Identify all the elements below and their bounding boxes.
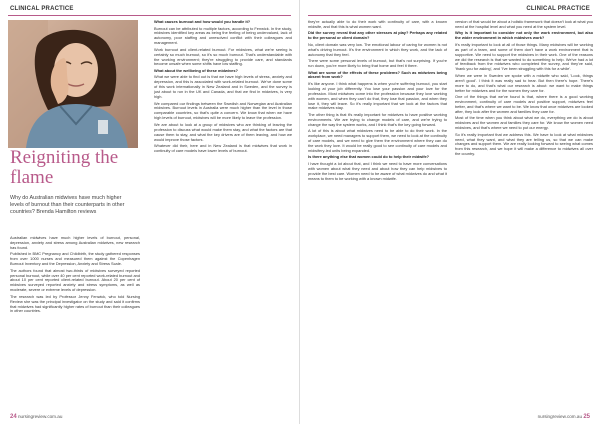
question-heading: What are some of the effects of these problems? Such as midwives being absent from work? [308,69,447,80]
article-standfirst: Why do Australian midwives have much higher levels of burnout than their counterparts in other countries? Brenda Hamilton reviews [10,195,125,215]
question-heading: Why is it important to consider not only the work environment, but also the wider environment in which midwives work? [455,30,593,41]
section-label-right: CLINICAL PRACTICE [526,6,590,12]
page-number: 25 [583,414,590,420]
paragraph: they're actually able to do their work with continuity of care, with a known midwife, and that this is what women want. [308,20,447,29]
article-column-1 [10,236,140,411]
question-heading: What about the wellbeing of these midwives? [154,67,238,73]
paragraph: There were some personal levels of burnout, but that's not surprising. If you're run down, you're more likely to bring that home and feel it there. [308,58,447,69]
paragraph: Whatever did their, here and in New Zealand is that midwives that work in continuity of care models have lower levels of burnout. [154,143,292,153]
question-heading: Is there anything else that women could do to help their midwife? [308,154,430,160]
paragraph: Work burnout and client-related burnout. For midwives, what we're seeing is certainly so much burnout, so it's so much burnout. That's understandable with the working environment; they're struggling to provide care, and standards become unsafe when some shifts have low staffing. [154,46,292,67]
header-rule-left [8,15,291,16]
footer-left [10,414,62,420]
paragraph: The other thing is that it's really important for midwives to have positive working environments. We are trying to change models of care, and we're trying to change the way the system works, and I think that's the key going forward. [308,111,447,127]
paragraph: It's like anyone. I think what happens is when you're suffering burnout, you start looking at your job differently. You lose your passion and your love for the profession. Most midwives come into the profession because they love working with women, and when they can't do that, they lose that passion, and when they lose it, they will leave. So it's really important that we look at the factors that make midwives stay. [308,80,447,111]
header-rule-right [308,15,592,16]
page-number: 24 [10,414,17,420]
paragraph: We are about to look at a group of midwives who are thinking of leaving the profession to discuss what would make them stay, and what the factors are that cause them to stay, and what the key drivers are of them leaving, and how we would improve those factors. [154,121,292,142]
paragraph: The authors found that almost two-thirds of midwives surveyed reported personal burnout, while over 40 per cent reported work-related burnout and about 10 per cent reported client-related burnout. About 20 per cent of midwives surveyed reported anxiety and stress symptoms, as well as moderate, severe or extreme levels of depression. [10,267,140,293]
question-heading: Did the survey reveal that any other stresses at play? Perhaps any related to the personal or client domain? [308,30,447,41]
article-column-4 [455,20,593,410]
paragraph: version of that would be about a holistic framework that doesn't look at what you need at the hospital level and what you need at the system level. [455,20,593,29]
article-title: Reigniting the flame [10,147,119,188]
paragraph: No, client domain was very low. The emotional labour of caring for women is not what's driving burnout. It's the environment in which they work, and the lack of autonomy that they feel. [308,41,447,57]
paragraph: Australian midwives have much higher levels of burnout, personal, depression, anxiety and stress among Australian midwives, new research has found. [10,236,140,250]
paragraph: One of the things that we've found is that, where there is a good working environment, continuity of care models and positive support, midwives feel better, and that's where we want to be. We know that once midwives are looked after, they look after the women and families they care for. [455,94,593,114]
article-column-3 [308,20,447,410]
midwife-photo [8,20,138,148]
section-label-left: CLINICAL PRACTICE [10,6,74,12]
paragraph: Burnout can be attributed to multiple factors, according to Fenwick. In the study, midwives identified key areas as being the feeling of being undervalued, lack of autonomy, poor staffing and unresolved conflict with their colleagues and management. [154,25,292,46]
paragraph: It's really important to look at all of those things. Many midwives will be working as part of a team, and some of them don't have a work environment that is supportive. We need to support the midwives in their work. One of the reasons we did the research is that we wanted to do something to help. We've had a lot of feedback from the midwives who completed the survey, and they've said, 'thank you for asking', and 'I've been struggling with this for a while'. [455,41,593,72]
right-page [300,0,600,424]
article-column-2 [154,20,292,410]
midwife-photo-illustration [8,20,138,148]
paragraph: We compared our findings between the Swedish and Norwegian and Australian midwives. Burnout levels in Australia were much higher than the level in those comparable countries, so that's quite a concern. We know that when we have high levels of burnout, midwives will be more likely to leave the profession. [154,100,292,121]
paragraph: What we were able to find out is that we have high levels of stress, anxiety and depression, and this is associated with work-related burnout. We've done some of this work internationally in New Zealand and in Sweden, and the survey is just about to run in the UK and Canada, and that we find in midwives, is very high. [154,74,292,100]
site-url: nursingreview.com.au [537,414,583,419]
paragraph: The research was led by Professor Jenny Fenwick, who told Nursing Review she was the principal investigator on the study and said it confirms that midwives had significantly higher rates of burnout than their colleagues in other countries. [10,293,140,314]
paragraph: So it's really important that we address this. We have to look at what midwives need, what they want, and what they are telling us, so that we can make changes and support them. We are really looking forward to seeing what comes from this research, and we hope it will make a difference to midwives all over the country. [455,131,593,157]
paragraph: Published in BMC Pregnancy and Childbirth, the study gathered responses from over 1000 nurses and measured them against the Copenhagen Burnout Inventory and the Depression, Anxiety and Stress Scale. [10,251,140,267]
question-heading: What causes burnout and how would you handle it? [154,20,251,24]
paragraph: I have thought a lot about that, and I think we need to have more conversations with women about what they need and about how they can help midwives to provide the best care. Women need to be aware of what midwives do and what it means to them to be working with a known midwife. [308,160,447,181]
paragraph: When we were in Sweden we spoke with a midwife who said, 'Look, things aren't good'. I think it was really sad to hear. But then there's hope. There's more to do, and that's what our research is about: we want to make things better for midwives and for the women they care for. [455,72,593,93]
site-url: nursingreview.com.au [17,414,63,419]
footer-right [538,414,590,420]
paragraph: Most of the time when you think about what we do, everything we do is about midwives and the women and families they care for. We know the women need midwives, and that's where we need to put our energy. [455,115,593,131]
paragraph: A lot of this is about what midwives need to be able to do their work. In the workplace, we need managers to support them, we need to look at the continuity of care models, and we need to give them the environment where they can do the work they love. It would be really good to see continuity of care models and midwifery-led units being expanded. [308,128,447,153]
